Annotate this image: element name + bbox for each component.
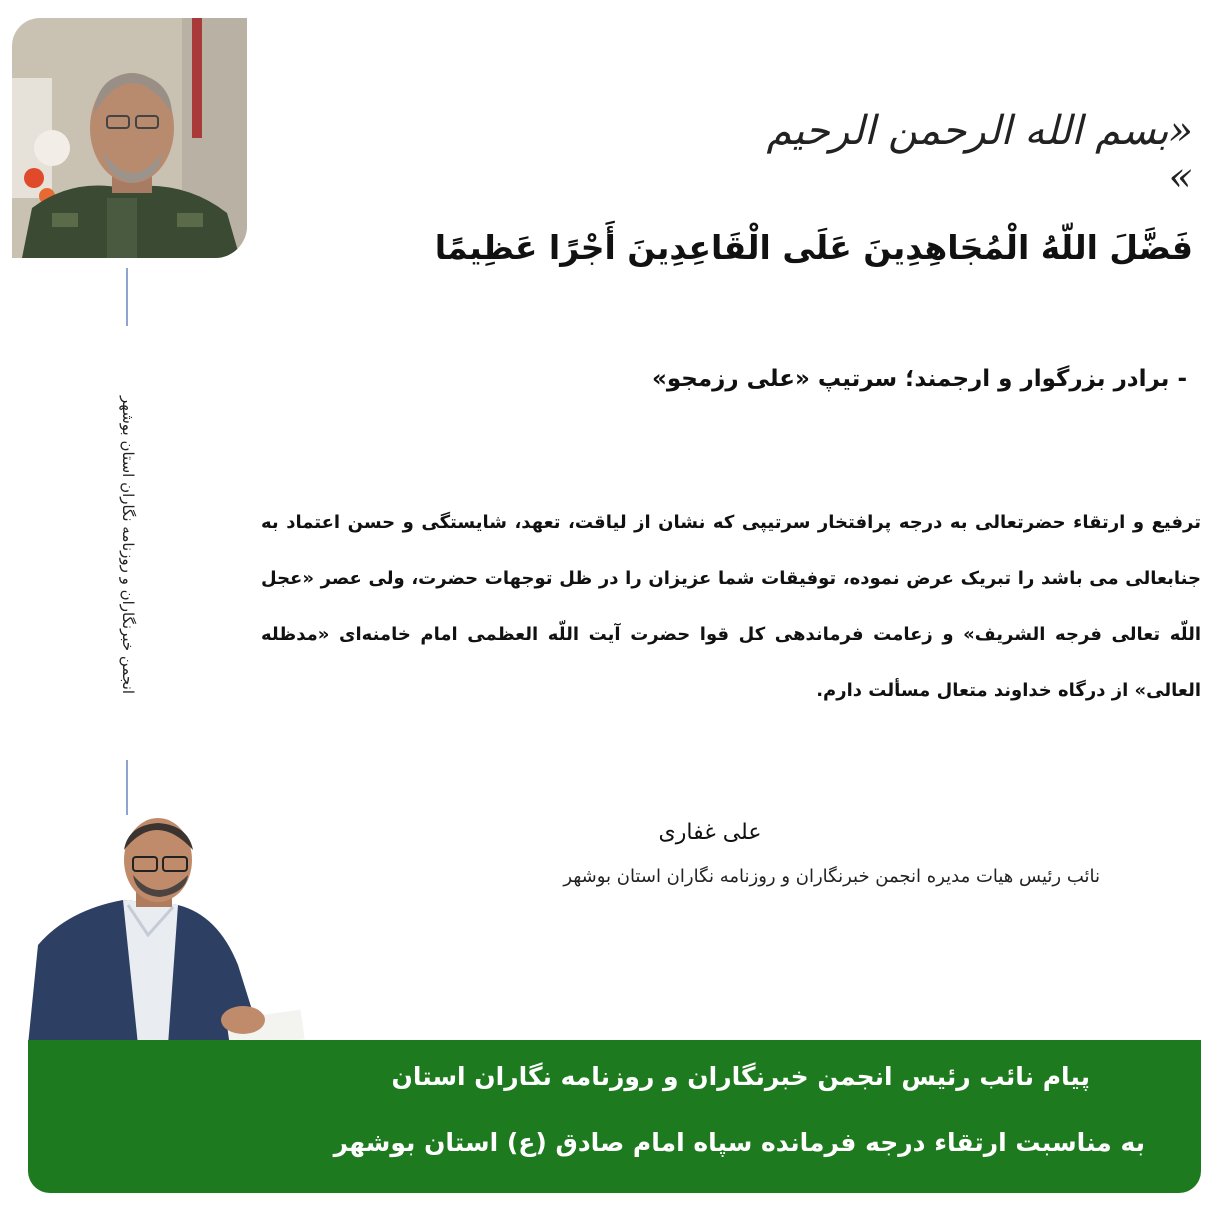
vertical-divider-top — [126, 268, 128, 326]
signer-title: نائب رئیس هیات مدیره انجمن خبرنگاران و روزنامه نگاران استان بوشهر — [563, 866, 1100, 887]
quran-verse: فَضَّلَ اللّهُ الْمُجَاهِدِینَ عَلَى الْقَاعِدِینَ أَجْرًا عَظِیمًا — [434, 228, 1193, 267]
officer-portrait — [12, 18, 247, 258]
vertical-divider-bottom — [126, 760, 128, 820]
banner-title-line-1: پیام نائب رئیس انجمن خبرنگاران و روزنامه نگاران استان — [391, 1062, 1090, 1091]
addressee-line: - برادر بزرگوار و ارجمند؛ سرتیپ «علی رزمجو» — [652, 366, 1187, 392]
congratulation-body: ترفیع و ارتقاء حضرتعالی به درجه پرافتخار سرتیپی که نشان از لیاقت، تعهد، شایستگی و حسن اعتماد به جنابعالی می باشد را تبریک عرض نموده، توفیقات شما عزیزان را در ظل توجهات حضرت، ولی عصر «عجل اللّه تعالی فرجه الشریف» و زعامت فرماندهی کل قوا حضرت آیت اللّه العظمی امام خامنه‌ای «مدظله العالی» از درگاه خداوند متعال مسألت دارم. — [261, 512, 1201, 701]
vertical-caption: انجمن خبرنگاران و روزنامه نگاران استان بوشهر — [119, 395, 137, 695]
signer-portrait — [28, 815, 318, 1045]
bismillah-heading: «بسم الله الرحمن الرحیم » — [766, 108, 1193, 200]
banner-title-line-2: به مناسبت ارتقاء درجه فرمانده سپاه امام صادق (ع) استان بوشهر — [333, 1128, 1145, 1157]
signer-name: علی غفاری — [658, 820, 762, 845]
